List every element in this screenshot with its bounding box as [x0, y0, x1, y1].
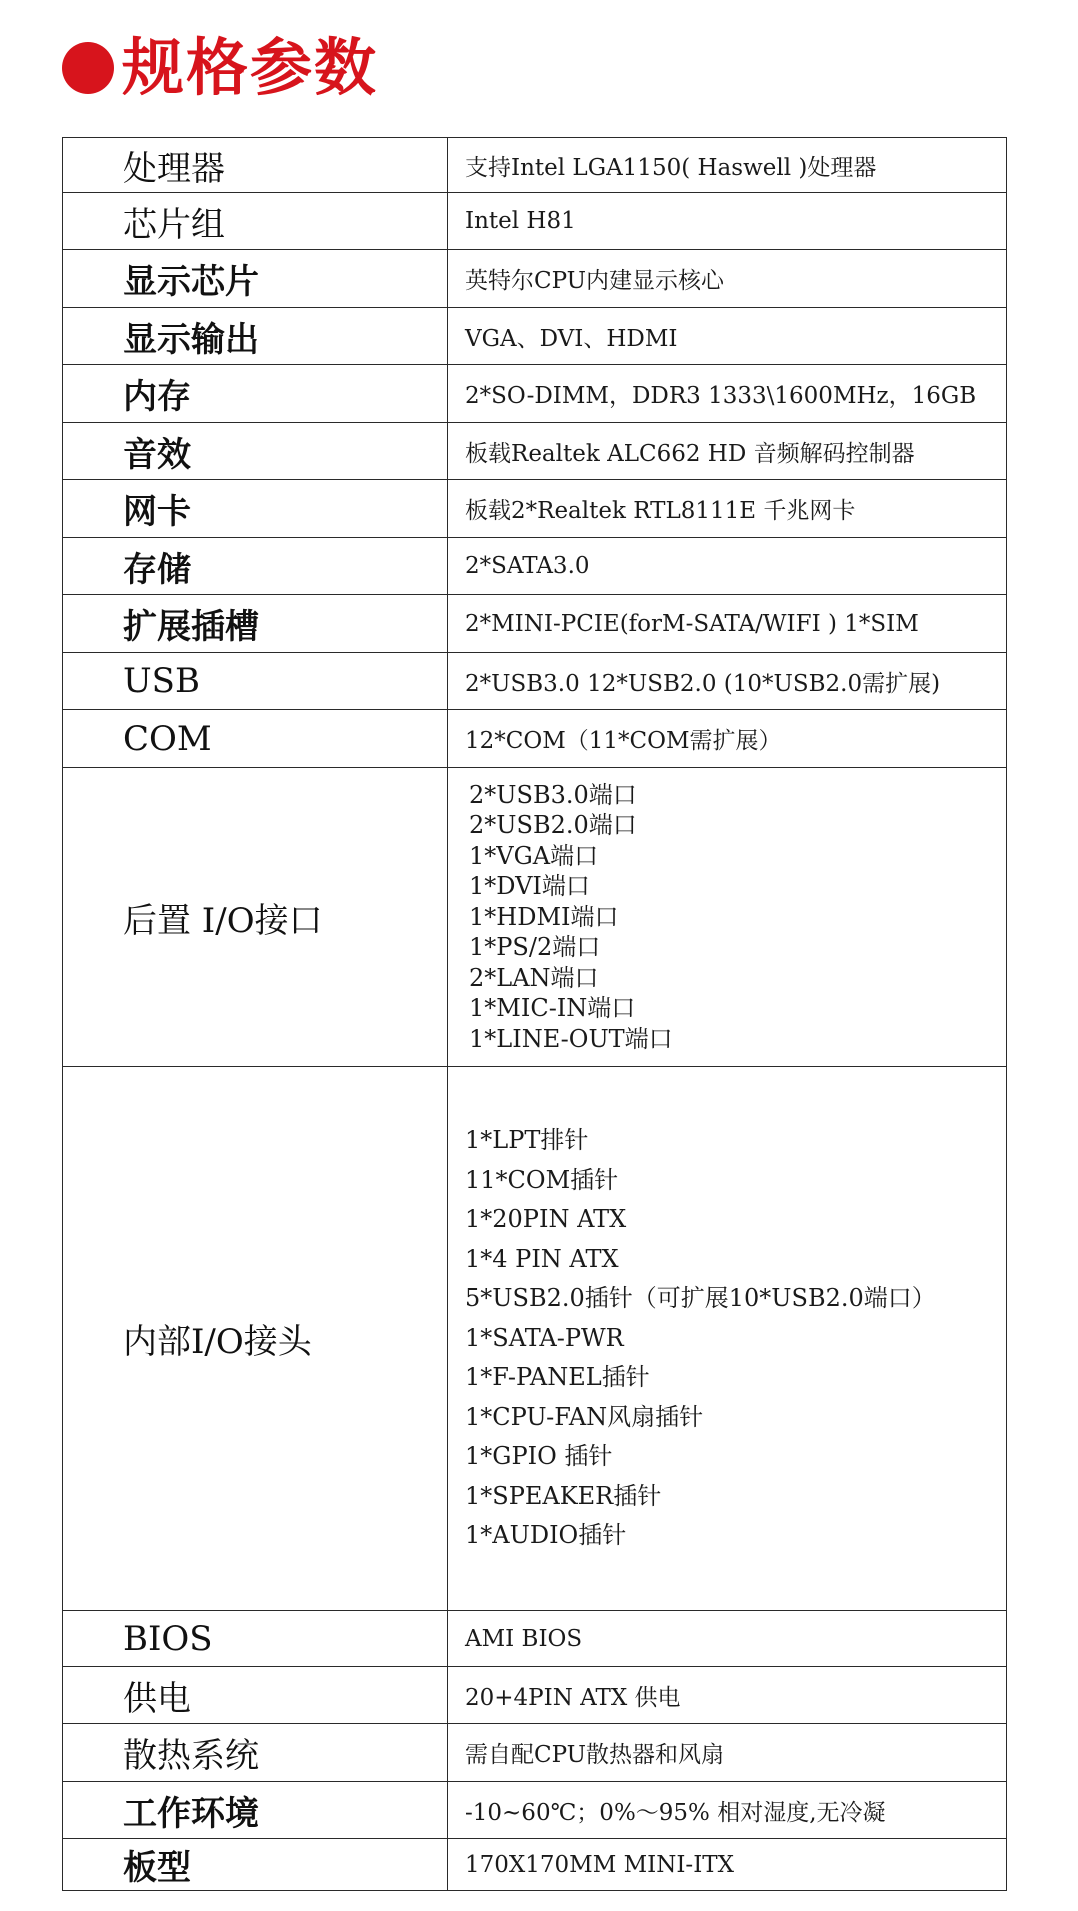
spec-label: 网卡	[63, 480, 448, 538]
spec-label: 工作环境	[63, 1782, 448, 1839]
spec-label: COM	[63, 710, 448, 768]
header	[62, 28, 378, 108]
spec-row-memory	[63, 365, 1007, 423]
list-item: 1*AUDIO插针	[465, 1521, 627, 1550]
list-item: 2*LAN端口	[469, 963, 599, 992]
bullet-dot-icon	[62, 42, 114, 94]
list-item: 5*USB2.0插针（可扩展10*USB2.0端口）	[465, 1284, 936, 1313]
spec-value: 2*USB3.0 12*USB2.0 (10*USB2.0需扩展)	[448, 653, 1007, 710]
spec-value: 2*MINI-PCIE(forM-SATA/WIFI ) 1*SIM	[448, 595, 1007, 653]
list-item: 11*COM插针	[465, 1165, 619, 1194]
spec-value: 需自配CPU散热器和风扇	[448, 1724, 1007, 1782]
list-item: 1*MIC-IN端口	[469, 994, 636, 1023]
spec-value: VGA、DVI、HDMI	[448, 308, 1007, 365]
spec-row-audio	[63, 423, 1007, 480]
spec-label: 存储	[63, 538, 448, 595]
rear-io-list-cell	[448, 768, 1007, 1067]
spec-label: 音效	[63, 423, 448, 480]
list-item: 1*LINE-OUT端口	[469, 1024, 673, 1053]
spec-row-environment	[63, 1782, 1007, 1839]
spec-label: 散热系统	[63, 1724, 448, 1782]
spec-value: 20+4PIN ATX 供电	[448, 1667, 1007, 1724]
page-title: 规格参数	[122, 31, 379, 104]
list-item: 1*20PIN ATX	[465, 1205, 627, 1234]
spec-row-form-factor	[63, 1839, 1007, 1891]
spec-value: 英特尔CPU内建显示核心	[448, 250, 1007, 308]
spec-row-bios	[63, 1611, 1007, 1667]
spec-value: 12*COM（11*COM需扩展）	[448, 710, 1007, 768]
spec-value: 板载Realtek ALC662 HD 音频解码控制器	[448, 423, 1007, 480]
spec-value: 支持Intel LGA1150( Haswell )处理器	[448, 138, 1007, 193]
spec-row-internal-io	[63, 1067, 1007, 1611]
list-item: 1*LPT排针	[465, 1126, 589, 1155]
list-item: 1*SATA-PWR	[465, 1323, 624, 1352]
spec-label: 内存	[63, 365, 448, 423]
list-item: 1*CPU-FAN风扇插针	[465, 1402, 704, 1431]
rear-io-list	[465, 780, 1006, 1055]
spec-row-power	[63, 1667, 1007, 1724]
list-item: 2*USB2.0端口	[469, 811, 637, 840]
spec-row-rear-io	[63, 768, 1007, 1067]
list-item: 1*F-PANEL插针	[465, 1363, 650, 1392]
spec-label: 供电	[63, 1667, 448, 1724]
spec-label: USB	[63, 653, 448, 710]
spec-value: 2*SATA3.0	[448, 538, 1007, 595]
spec-label: 扩展插槽	[63, 595, 448, 653]
spec-row-chipset	[63, 193, 1007, 250]
spec-value: 170X170MM MINI-ITX	[448, 1839, 1007, 1891]
list-item: 1*SPEAKER插针	[465, 1481, 662, 1510]
spec-value: Intel H81	[448, 193, 1007, 250]
list-item: 1*4 PIN ATX	[465, 1244, 619, 1273]
spec-row-storage	[63, 538, 1007, 595]
spec-label: 后置 I/O接口	[63, 768, 448, 1067]
list-item: 1*HDMI端口	[469, 902, 619, 931]
spec-label: 板型	[63, 1839, 448, 1891]
list-item: 2*USB3.0端口	[469, 780, 637, 809]
spec-value: -10~60℃；0%～95% 相对湿度,无冷凝	[448, 1782, 1007, 1839]
spec-label: 处理器	[63, 138, 448, 193]
spec-value: AMI BIOS	[448, 1611, 1007, 1667]
spec-label: 内部I/O接头	[63, 1067, 448, 1611]
spec-row-network	[63, 480, 1007, 538]
spec-row-cooling	[63, 1724, 1007, 1782]
spec-label: 芯片组	[63, 193, 448, 250]
list-item: 1*VGA端口	[469, 841, 599, 870]
list-item: 1*GPIO 插针	[465, 1442, 613, 1471]
list-item: 1*DVI端口	[469, 872, 590, 901]
spec-table	[62, 137, 1007, 1891]
spec-label: 显示输出	[63, 308, 448, 365]
spec-row-com	[63, 710, 1007, 768]
spec-value: 2*SO-DIMM，DDR3 1333\1600MHz，16GB	[448, 365, 1007, 423]
spec-row-graphics	[63, 250, 1007, 308]
spec-row-display-output	[63, 308, 1007, 365]
list-item: 1*PS/2端口	[469, 933, 601, 962]
spec-value: 板载2*Realtek RTL8111E 千兆网卡	[448, 480, 1007, 538]
spec-row-cpu	[63, 138, 1007, 193]
spec-label: 显示芯片	[63, 250, 448, 308]
spec-label: BIOS	[63, 1611, 448, 1667]
spec-row-usb	[63, 653, 1007, 710]
internal-io-list-cell	[448, 1067, 1007, 1611]
spec-row-expansion	[63, 595, 1007, 653]
internal-io-list	[465, 1121, 1006, 1556]
